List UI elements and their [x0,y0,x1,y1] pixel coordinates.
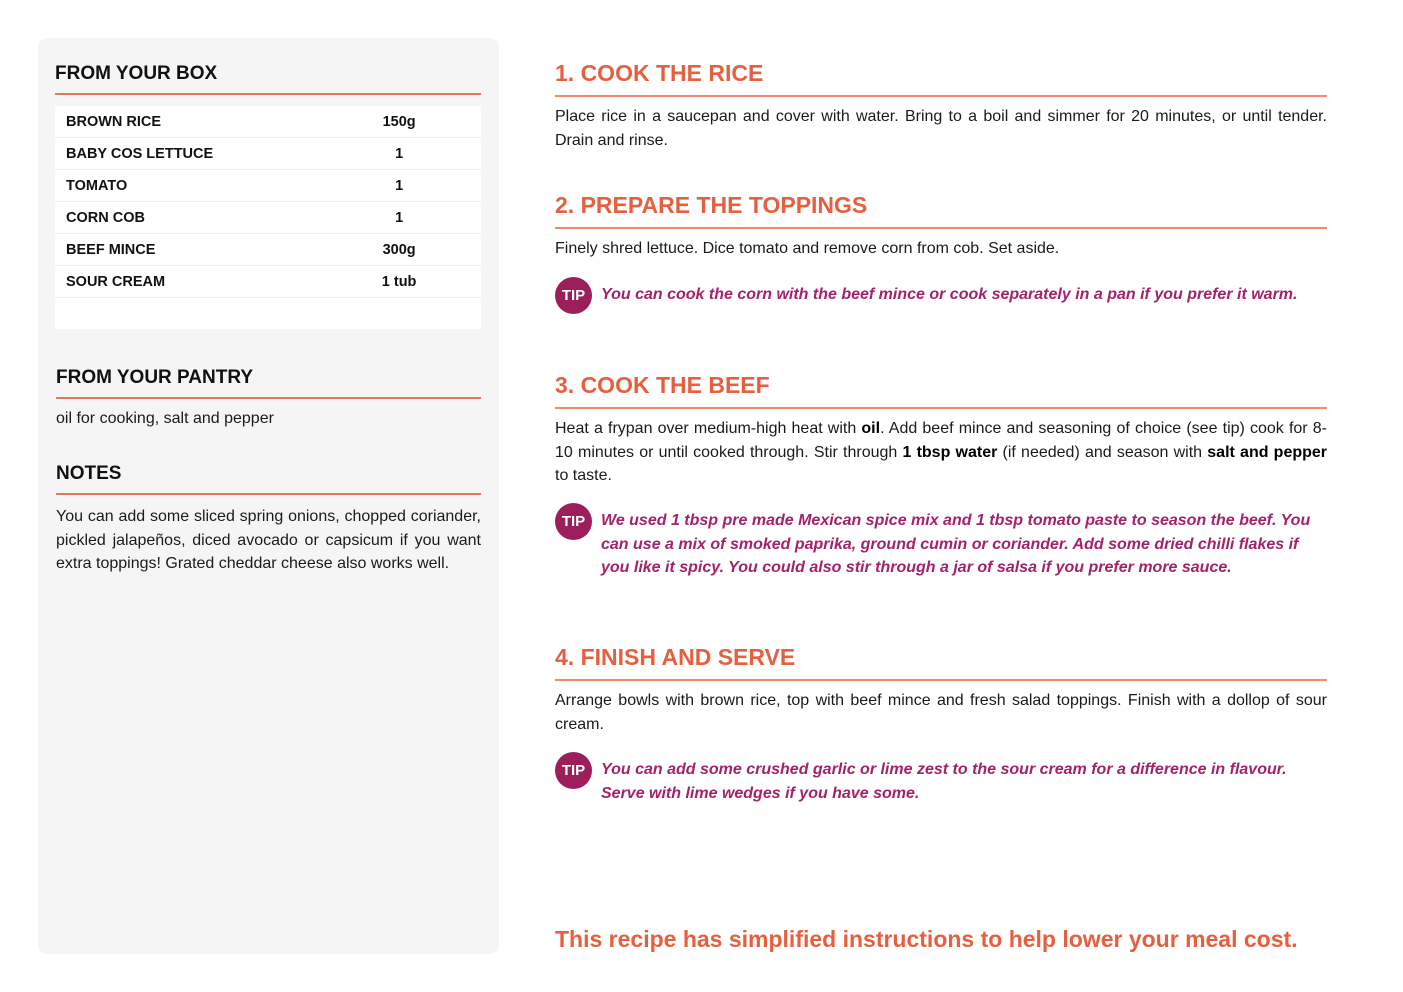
ingredient-name: BEEF MINCE [55,234,317,266]
ingredient-name: BABY COS LETTUCE [55,138,317,170]
step-4-title: 4. FINISH AND SERVE [555,644,1327,681]
step-1-body: Place rice in a saucepan and cover with water. Bring to a boil and simmer for 20 minutes, or until tender. Drain and rinse. [555,108,1327,149]
pantry-text: oil for cooking, salt and pepper [56,410,274,427]
ingredient-name: BROWN RICE [55,106,317,138]
ingredients-sidebar [38,38,499,954]
tip-badge: TIP [555,277,592,314]
ingredient-name: CORN COB [55,202,317,234]
ingredient-qty: 150g [317,106,481,138]
ingredient-name: SOUR CREAM [55,266,317,298]
ingredients-table [55,106,481,329]
tip-text: You can cook the corn with the beef mince or cook separately in a pan if you prefer it warm. [601,286,1298,303]
table-row [55,106,481,138]
ingredient-name: TOMATO [55,170,317,202]
table-row [55,170,481,202]
tip-text: You can add some crushed garlic or lime zest to the sour cream for a difference in flavour. Serve with lime wedges if you have some. [601,761,1287,802]
step-3-title: 3. COOK THE BEEF [555,372,1327,409]
table-row [55,202,481,234]
from-your-box-heading: FROM YOUR BOX [55,63,481,95]
notes-text: You can add some sliced spring onions, chopped coriander, pickled jalapeños, diced avocado or capsicum if you want extra toppings! Grated cheddar cheese also works well. [56,508,481,572]
table-row [55,266,481,298]
ingredient-qty: 300g [317,234,481,266]
table-row [55,234,481,266]
from-your-pantry-heading: FROM YOUR PANTRY [56,367,481,399]
ingredient-qty: 1 [317,138,481,170]
step-2-title: 2. PREPARE THE TOPPINGS [555,192,1327,229]
table-row-empty [55,298,481,330]
step-3-body: Heat a frypan over medium-high heat with oil. Add beef mince and seasoning of choice (see tip) cook for 8-10 minutes or until cooked through. Stir through 1 tbsp water (if needed) and season with salt and pepper to taste. [555,420,1328,484]
simplified-instructions-note: This recipe has simplified instructions to help lower your meal cost. [555,926,1298,952]
tip-text: We used 1 tbsp pre made Mexican spice mix and 1 tbsp tomato paste to season the beef. You can use a mix of smoked paprika, ground cumin or coriander. Add some dried chilli flakes if you like it spicy. You could also stir through a jar of salsa if you prefer more sauce. [601,512,1311,576]
step-4-body: Arrange bowls with brown rice, top with beef mince and fresh salad toppings. Finish with a dollop of sour cream. [555,692,1327,733]
ingredient-qty: 1 [317,170,481,202]
table-row [55,138,481,170]
notes-heading: NOTES [56,463,481,495]
tip-badge: TIP [555,752,592,789]
ingredient-qty: 1 [317,202,481,234]
ingredient-qty: 1 tub [317,266,481,298]
step-1-title: 1. COOK THE RICE [555,60,1327,97]
step-2-body: Finely shred lettuce. Dice tomato and remove corn from cob. Set aside. [555,240,1060,257]
tip-badge: TIP [555,503,592,540]
